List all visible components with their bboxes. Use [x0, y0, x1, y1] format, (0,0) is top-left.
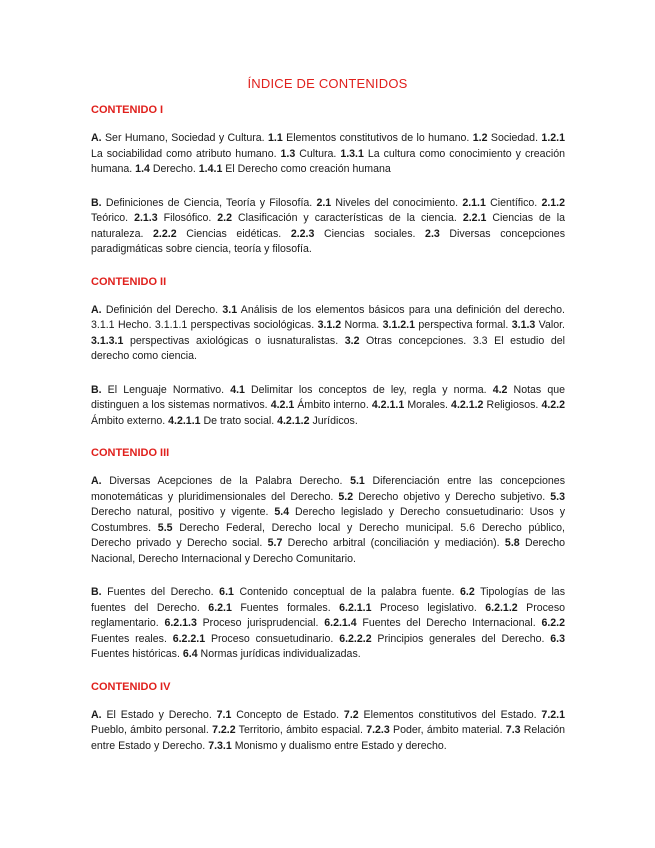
- item-number: B.: [91, 586, 102, 598]
- item-text: Relación entre Estado y Derecho.: [91, 724, 566, 752]
- item-text: Principios generales del Derecho.: [371, 632, 551, 645]
- item-text: Normas jurídicas individualizadas.: [197, 648, 361, 660]
- item-text: Derecho Nacional, Derecho Internacional y Derecho Comunitario.: [91, 537, 565, 565]
- item-number: 2.1.2: [541, 196, 565, 209]
- item-number: 1.2.1: [541, 132, 565, 144]
- item-text: Valor.: [535, 319, 565, 331]
- section-heading: CONTENIDO II: [91, 275, 167, 288]
- item-text: Ámbito externo.: [91, 414, 169, 427]
- index-paragraph: [91, 585, 565, 663]
- item-text: Fuentes reales.: [91, 632, 173, 645]
- item-number: 7.2.1: [541, 708, 565, 721]
- item-text: Derecho natural, positivo y vigente.: [91, 506, 275, 518]
- item-number: A.: [91, 303, 102, 316]
- item-text: Proceso consuetudinario.: [205, 632, 340, 645]
- index-paragraph: [91, 131, 565, 178]
- item-text: Norma.: [341, 319, 383, 331]
- item-text: Proceso reglamentario.: [91, 601, 566, 629]
- item-text: Otras concepciones. 3.3 El estudio del derecho como ciencia.: [91, 334, 566, 362]
- page-title: ÍNDICE DE CONTENIDOS: [247, 76, 408, 91]
- item-number: 7.2.2: [212, 724, 236, 736]
- item-number: B.: [91, 383, 102, 396]
- index-paragraph: [91, 383, 565, 430]
- section-heading: CONTENIDO III: [91, 447, 170, 459]
- item-text: Proceso legislativo.: [371, 601, 486, 614]
- item-text: Ciencias eidéticas.: [176, 227, 291, 240]
- item-number: 6.3: [550, 632, 565, 645]
- item-number: 6.2.1.1: [339, 601, 372, 614]
- item-number: 4.2.1.2: [277, 414, 310, 427]
- item-number: 3.1.3.1: [91, 334, 124, 347]
- item-text: Elementos constitutivos del Estado.: [358, 708, 542, 721]
- item-number: 4.2.2: [541, 399, 566, 411]
- item-text: Proceso jurisprudencial.: [196, 617, 325, 629]
- item-text: Análisis de los elementos básicos para una definición del derecho. 3.1.1 Hecho. 3.1.1.1 perspectivas sociológicas.: [91, 303, 565, 331]
- item-text: Notas que distinguen a los sistemas normativos.: [91, 383, 565, 411]
- item-number: A.: [91, 475, 102, 487]
- item-number: 5.2: [338, 490, 354, 503]
- item-text: Diversas Acepciones de la Palabra Derecho.: [101, 475, 351, 487]
- item-number: 1.3.1: [340, 147, 364, 160]
- item-text: Sociedad.: [487, 132, 542, 144]
- item-number: 1.3: [280, 147, 296, 160]
- item-text: Teórico.: [91, 212, 135, 224]
- item-number: 2.2.2: [153, 227, 177, 240]
- item-text: Diferenciación entre las concepciones monotemáticas y pluridimensionales del Derecho.: [91, 475, 565, 503]
- item-text: De trato social.: [200, 414, 278, 427]
- item-number: 5.7: [267, 537, 283, 549]
- item-text: perspectiva formal.: [415, 319, 512, 331]
- item-text: Territorio, ámbito espacial.: [235, 724, 367, 736]
- item-text: Fuentes históricas.: [91, 648, 183, 660]
- index-paragraph: [91, 708, 565, 755]
- item-text: Derecho.: [149, 163, 199, 175]
- item-text: Filosófico.: [157, 212, 218, 224]
- item-number: 6.2.1: [208, 601, 232, 614]
- index-paragraph: [91, 303, 565, 365]
- section-heading: CONTENIDO I: [91, 104, 164, 116]
- item-text: Religiosos.: [483, 399, 542, 411]
- item-text: Ámbito interno.: [294, 399, 372, 411]
- item-number: 2.3: [425, 227, 440, 240]
- item-number: B.: [91, 196, 102, 209]
- item-number: 1.2: [472, 132, 488, 144]
- item-number: 4.2.1.1: [371, 399, 405, 411]
- item-number: 3.1: [222, 303, 238, 316]
- item-text: Ser Humano, Sociedad y Cultura.: [101, 132, 269, 144]
- item-text: Derecho objetivo y Derecho subjetivo.: [353, 490, 551, 503]
- item-text: Fuentes del Derecho.: [101, 586, 220, 598]
- index-paragraph: [91, 196, 565, 258]
- item-text: perspectivas axiológicas o iusnaturalistas.: [123, 334, 345, 347]
- item-number: 2.1.1: [462, 196, 486, 209]
- item-text: Poder, ámbito material.: [389, 724, 506, 736]
- item-number: 6.2.2: [541, 617, 565, 629]
- item-number: 6.2.2.1: [172, 632, 206, 645]
- item-number: 4.2: [492, 383, 508, 396]
- item-text: La cultura como conocimiento y creación humana.: [91, 147, 566, 175]
- item-number: 7.1: [216, 708, 232, 721]
- item-text: Científico.: [485, 196, 542, 209]
- item-number: 1.4: [135, 163, 150, 175]
- item-number: 3.2: [344, 334, 360, 347]
- item-number: 6.2.2.2: [339, 632, 372, 645]
- item-number: 4.2.1.1: [168, 414, 201, 427]
- item-text: Contenido conceptual de la palabra fuente.: [233, 586, 461, 598]
- item-number: 2.2.1: [462, 212, 487, 224]
- item-text: Ciencias sociales.: [314, 227, 426, 240]
- item-number: 4.2.1: [270, 399, 295, 411]
- item-text: Derecho legislado y Derecho consuetudinario: Usos y Costumbres.: [91, 506, 565, 534]
- item-number: 5.8: [504, 537, 520, 549]
- item-number: 3.1.2.1: [382, 319, 416, 331]
- item-text: Clasificación y características de la ciencia.: [232, 212, 463, 224]
- item-text: Jurídicos.: [309, 414, 358, 427]
- item-text: El Estado y Derecho.: [101, 708, 217, 721]
- item-number: 6.2.1.3: [164, 617, 197, 629]
- item-text: Cultura.: [295, 147, 341, 160]
- item-number: 2.2.3: [290, 227, 315, 240]
- item-number: A.: [91, 708, 102, 721]
- item-number: 6.2.1.4: [324, 617, 357, 629]
- item-number: 6.2: [460, 586, 475, 598]
- item-number: A.: [91, 132, 102, 144]
- item-number: 4.2.1.2: [451, 399, 484, 411]
- item-number: 6.1: [219, 586, 234, 598]
- section-heading: CONTENIDO IV: [91, 680, 171, 693]
- item-text: Monismo y dualismo entre Estado y derecho.: [231, 739, 447, 752]
- item-text: Fuentes formales.: [231, 601, 340, 614]
- item-number: 7.3: [505, 724, 521, 736]
- item-text: Concepto de Estado.: [231, 708, 344, 721]
- index-paragraph: [91, 474, 565, 567]
- item-text: Niveles del conocimiento.: [331, 196, 463, 209]
- item-number: 7.2.3: [366, 724, 390, 736]
- item-number: 7.3.1: [208, 739, 232, 752]
- item-number: 7.2: [343, 708, 359, 721]
- item-text: La sociabilidad como atributo humano.: [91, 147, 281, 160]
- item-text: El Derecho como creación humana: [222, 163, 391, 175]
- item-number: 2.1.3: [134, 212, 158, 224]
- item-number: 1.4.1: [198, 163, 223, 175]
- item-text: Fuentes del Derecho Internacional.: [356, 617, 542, 629]
- item-number: 2.2: [217, 212, 233, 224]
- item-number: 5.1: [350, 475, 365, 487]
- item-text: Derecho arbitral (conciliación y mediación).: [282, 537, 505, 549]
- item-number: 6.2.1.2: [485, 601, 518, 614]
- item-text: Ciencias de la naturaleza.: [91, 212, 565, 240]
- item-text: Elementos constitutivos de lo humano.: [282, 132, 473, 144]
- item-text: Morales.: [404, 399, 452, 411]
- item-text: El Lenguaje Normativo.: [101, 383, 231, 396]
- item-number: 5.4: [274, 506, 290, 518]
- item-number: 5.5: [157, 521, 173, 534]
- item-number: 3.1.2: [317, 319, 342, 331]
- item-text: Pueblo, ámbito personal.: [91, 724, 213, 736]
- item-text: Derecho Federal, Derecho local y Derecho municipal. 5.6 Derecho público, Derecho privado y Derecho social.: [91, 521, 565, 549]
- item-number: 4.1: [230, 383, 245, 396]
- item-text: Definición del Derecho.: [101, 303, 223, 316]
- item-number: 5.3: [550, 490, 566, 503]
- item-number: 2.1: [316, 196, 332, 209]
- item-text: Diversas concepciones paradigmáticas sobre ciencia, teoría y filosofía.: [91, 227, 565, 255]
- item-text: Delimitar los conceptos de ley, regla y norma.: [244, 383, 493, 396]
- item-number: 6.4: [182, 648, 198, 660]
- index-content: [91, 104, 565, 772]
- item-number: 1.1: [268, 132, 283, 144]
- item-text: Tipologías de las fuentes del Derecho.: [91, 586, 565, 614]
- item-text: Definiciones de Ciencia, Teoría y Filosofía.: [101, 196, 317, 209]
- item-number: 3.1.3: [511, 319, 536, 331]
